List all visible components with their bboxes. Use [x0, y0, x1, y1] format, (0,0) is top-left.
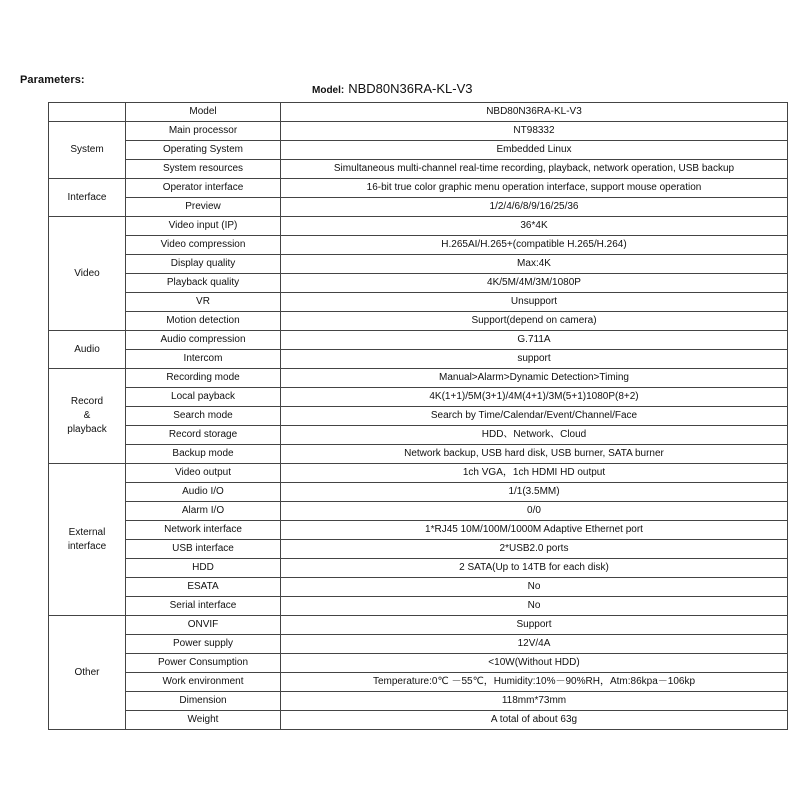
- parameter-label: Work environment: [126, 673, 281, 692]
- parameter-label: Audio compression: [126, 331, 281, 350]
- parameter-label: Display quality: [126, 255, 281, 274]
- parameter-label: Search mode: [126, 407, 281, 426]
- parameter-label: HDD: [126, 559, 281, 578]
- category-cell: [49, 464, 126, 616]
- table-row: [49, 331, 788, 350]
- parameter-value: 12V/4A: [281, 635, 788, 654]
- table-row: [49, 654, 788, 673]
- parameter-label: Video output: [126, 464, 281, 483]
- table-row: [49, 255, 788, 274]
- category-cell: Interface: [49, 179, 126, 217]
- category-line: &: [83, 410, 91, 421]
- category-line: External: [68, 526, 106, 538]
- parameter-value: 0/0: [281, 502, 788, 521]
- table-row: [49, 464, 788, 483]
- table-row: [49, 388, 788, 407]
- table-row: [49, 198, 788, 217]
- parameter-label: Audio I/O: [126, 483, 281, 502]
- parameter-label: System resources: [126, 160, 281, 179]
- spec-table-body: [49, 103, 788, 730]
- parameter-label: Backup mode: [126, 445, 281, 464]
- parameter-value: Manual>Alarm>Dynamic Detection>Timing: [281, 369, 788, 388]
- parameter-value: Support: [281, 616, 788, 635]
- table-row: [49, 483, 788, 502]
- parameter-label: Motion detection: [126, 312, 281, 331]
- table-row: [49, 293, 788, 312]
- category-cell: System: [49, 122, 126, 179]
- table-row: [49, 673, 788, 692]
- parameter-value: 4K/5M/4M/3M/1080P: [281, 274, 788, 293]
- parameter-label: Dimension: [126, 692, 281, 711]
- model-row-label: Model: [126, 103, 281, 122]
- parameter-label: Main processor: [126, 122, 281, 141]
- parameter-value: 4K(1+1)/5M(3+1)/4M(4+1)/3M(5+1)1080P(8+2): [281, 388, 788, 407]
- table-row: [49, 217, 788, 236]
- table-row: [49, 160, 788, 179]
- table-row: [49, 559, 788, 578]
- table-row: [49, 502, 788, 521]
- parameter-value: 2*USB2.0 ports: [281, 540, 788, 559]
- parameter-label: Operator interface: [126, 179, 281, 198]
- parameter-value: G.711A: [281, 331, 788, 350]
- model-row-value: NBD80N36RA-KL-V3: [281, 103, 788, 122]
- parameter-value: 1ch VGA，1ch HDMI HD output: [281, 464, 788, 483]
- parameter-label: Weight: [126, 711, 281, 730]
- table-row: [49, 236, 788, 255]
- parameter-label: Video input (IP): [126, 217, 281, 236]
- table-row: [49, 141, 788, 160]
- parameter-value: 2 SATA(Up to 14TB for each disk): [281, 559, 788, 578]
- parameter-value: Simultaneous multi-channel real-time recording, playback, network operation, USB backup: [281, 160, 788, 179]
- parameter-label: Power Consumption: [126, 654, 281, 673]
- table-row: [49, 616, 788, 635]
- table-row: [49, 540, 788, 559]
- parameter-label: ONVIF: [126, 616, 281, 635]
- parameter-value: Temperature:0℃ －55℃，Humidity:10%－90%RH，Atm:86kpa－106kp: [281, 673, 788, 692]
- parameter-value: Support(depend on camera): [281, 312, 788, 331]
- parameter-label: Record storage: [126, 426, 281, 445]
- category-line: playback: [67, 424, 107, 435]
- parameter-value: 1*RJ45 10M/100M/1000M Adaptive Ethernet port: [281, 521, 788, 540]
- table-row: [49, 445, 788, 464]
- table-row: [49, 578, 788, 597]
- table-row: [49, 312, 788, 331]
- model-heading: [312, 81, 473, 99]
- table-row: [49, 711, 788, 730]
- parameter-value: Embedded Linux: [281, 141, 788, 160]
- spec-table: [48, 102, 788, 730]
- parameter-label: Serial interface: [126, 597, 281, 616]
- table-row: [49, 369, 788, 388]
- parameters-heading: Parameters:: [20, 74, 85, 86]
- category-cell: [49, 369, 126, 464]
- parameter-value: 1/2/4/6/8/9/16/25/36: [281, 198, 788, 217]
- table-row-model: [49, 103, 788, 122]
- parameter-value: 118mm*73mm: [281, 692, 788, 711]
- parameter-value: HDD、Network、Cloud: [281, 426, 788, 445]
- parameter-value: Unsupport: [281, 293, 788, 312]
- table-row: [49, 426, 788, 445]
- parameter-value: 36*4K: [281, 217, 788, 236]
- parameter-label: Recording mode: [126, 369, 281, 388]
- parameter-label: Video compression: [126, 236, 281, 255]
- parameter-value: Search by Time/Calendar/Event/Channel/Face: [281, 407, 788, 426]
- table-row: [49, 122, 788, 141]
- category-line: interface: [67, 540, 107, 552]
- parameter-label: Local payback: [126, 388, 281, 407]
- table-row: [49, 692, 788, 711]
- category-cell: Other: [49, 616, 126, 730]
- parameter-value: A total of about 63g: [281, 711, 788, 730]
- parameter-label: Alarm I/O: [126, 502, 281, 521]
- parameter-label: Intercom: [126, 350, 281, 369]
- table-row: [49, 521, 788, 540]
- parameter-value: <10W(Without HDD): [281, 654, 788, 673]
- category-line: Record: [70, 396, 104, 407]
- parameter-label: ESATA: [126, 578, 281, 597]
- parameter-label: VR: [126, 293, 281, 312]
- table-row: [49, 350, 788, 369]
- parameter-value: No: [281, 597, 788, 616]
- parameter-value: support: [281, 350, 788, 369]
- parameter-value: 1/1(3.5MM): [281, 483, 788, 502]
- table-row: [49, 274, 788, 293]
- parameter-label: Power supply: [126, 635, 281, 654]
- table-row: [49, 179, 788, 198]
- table-row: [49, 597, 788, 616]
- parameter-value: Max:4K: [281, 255, 788, 274]
- category-cell: Video: [49, 217, 126, 331]
- model-heading-value: NBD80N36RA-KL-V3: [348, 81, 473, 96]
- table-row: [49, 407, 788, 426]
- parameter-label: USB interface: [126, 540, 281, 559]
- model-row-empty-cell: [49, 103, 126, 122]
- parameter-value: Network backup, USB hard disk, USB burner, SATA burner: [281, 445, 788, 464]
- parameter-value: H.265AI/H.265+(compatible H.265/H.264): [281, 236, 788, 255]
- parameter-label: Playback quality: [126, 274, 281, 293]
- parameter-value: No: [281, 578, 788, 597]
- model-heading-label: Model:: [312, 85, 345, 96]
- table-row: [49, 635, 788, 654]
- parameter-label: Preview: [126, 198, 281, 217]
- parameter-value: NT98332: [281, 122, 788, 141]
- category-cell: Audio: [49, 331, 126, 369]
- parameter-value: 16-bit true color graphic menu operation interface, support mouse operation: [281, 179, 788, 198]
- parameter-label: Operating System: [126, 141, 281, 160]
- parameter-label: Network interface: [126, 521, 281, 540]
